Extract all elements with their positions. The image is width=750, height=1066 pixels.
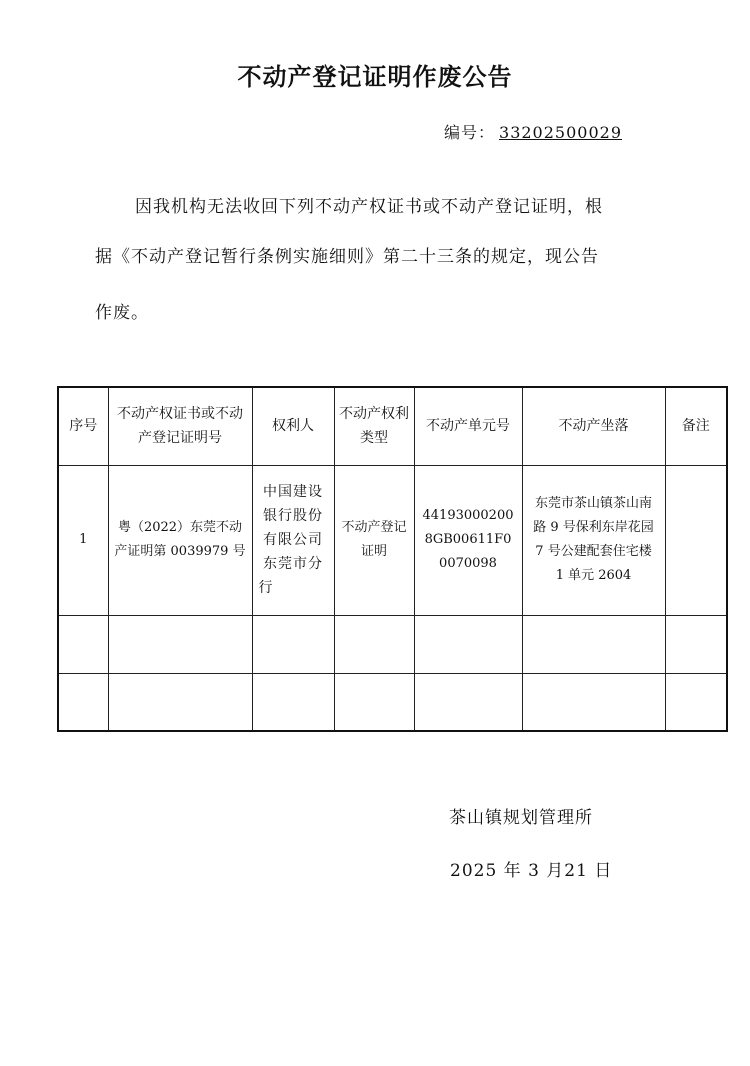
issue-date: 2025 年 3 月21 日 (450, 861, 613, 881)
table-row (58, 615, 727, 673)
document-number-label: 编号： (444, 123, 496, 142)
table-row (58, 673, 727, 731)
cell-holder: 中国建设银行股份有限公司东莞市分行 (252, 465, 334, 615)
empty-cell (522, 615, 665, 673)
header-cert-no: 不动产权证书或不动产登记证明号 (108, 387, 252, 465)
empty-cell (252, 615, 334, 673)
table-header-row (58, 387, 727, 465)
void-certificate-table (57, 386, 728, 732)
cell-right-type: 不动产登记证明 (334, 465, 414, 615)
document-number (444, 120, 622, 143)
cell-location: 东莞市茶山镇茶山南路 9 号保利东岸花园 7 号公建配套住宅楼 1 单元 2604 (522, 465, 665, 615)
empty-cell (108, 615, 252, 673)
header-holder: 权利人 (252, 387, 334, 465)
cell-remark (665, 465, 727, 615)
issuing-organization: 茶山镇规划管理所 (449, 808, 593, 828)
header-right-type: 不动产权利类型 (334, 387, 414, 465)
cell-cert-no: 粤（2022）东莞不动产证明第 0039979 号 (108, 465, 252, 615)
empty-cell (58, 615, 108, 673)
document-number-value: 33202500029 (499, 123, 622, 142)
header-unit-no: 不动产单元号 (414, 387, 522, 465)
header-remark: 备注 (665, 387, 727, 465)
empty-cell (334, 615, 414, 673)
cell-unit-no: 441930002008GB00611F00070098 (414, 465, 522, 615)
empty-cell (334, 673, 414, 731)
empty-cell (58, 673, 108, 731)
body-line-1: 因我机构无法收回下列不动产权证书或不动产登记证明，根 (135, 197, 603, 217)
empty-cell (665, 673, 727, 731)
table-row (58, 465, 727, 615)
empty-cell (414, 615, 522, 673)
empty-cell (252, 673, 334, 731)
empty-cell (108, 673, 252, 731)
empty-cell (414, 673, 522, 731)
empty-cell (522, 673, 665, 731)
empty-cell (665, 615, 727, 673)
body-line-2: 据《不动产登记暂行条例实施细则》第二十三条的规定，现公告 (95, 247, 599, 267)
header-location: 不动产坐落 (522, 387, 665, 465)
body-line-3: 作废。 (95, 303, 149, 323)
notice-title: 不动产登记证明作废公告 (237, 63, 513, 91)
cell-seq: 1 (58, 465, 108, 615)
header-seq: 序号 (58, 387, 108, 465)
